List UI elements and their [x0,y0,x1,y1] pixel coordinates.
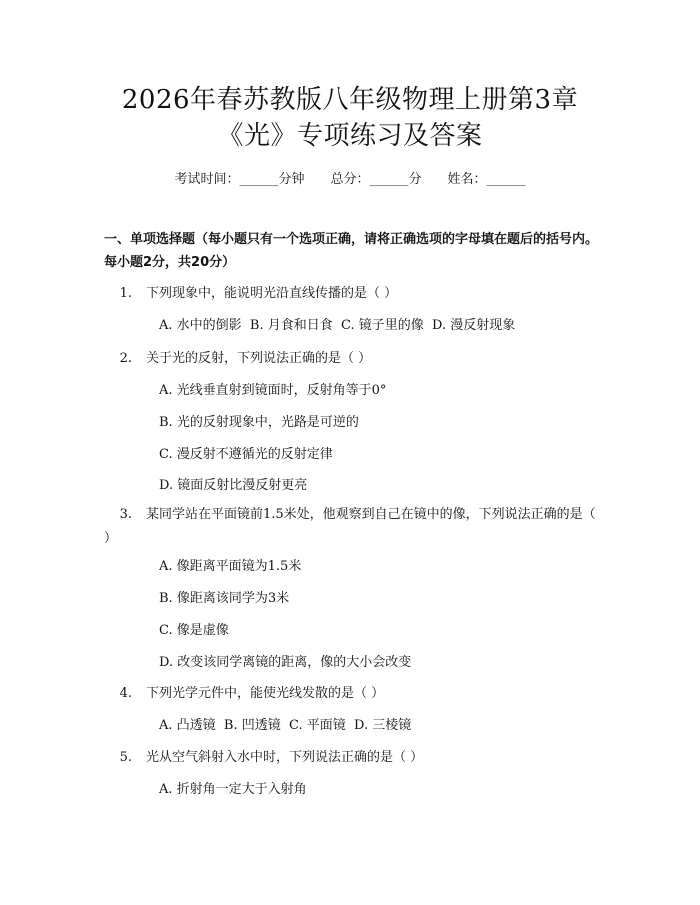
question-text: 下列现象中，能说明光沿直线传播的是（ ） [146,286,398,301]
question-number: 3. [119,507,132,522]
question-text: 关于光的反射，下列说法正确的是（ ） [146,351,372,366]
question-4 [104,682,604,706]
option-b: B. 光的反射现象中，光路是可逆的 [159,415,359,430]
question-5 [104,746,604,770]
question-1 [104,282,604,306]
option-b: B. 像距离该同学为3米 [159,591,290,606]
option-a: A. 像距离平面镜为1.5米 [159,559,302,574]
question-number: 5. [119,750,132,765]
question-3 [104,503,604,551]
question-4-options: A. 凸透镜 B. 凹透镜 C. 平面镜 D. 三棱镜 [159,718,412,733]
question-number: 1. [119,286,132,301]
section-heading: 一、单项选择题（每小题只有一个选项正确，请将正确选项的字母填在题后的括号内。每小题2分，共20分） [104,232,599,270]
question-number: 2. [119,351,132,366]
option-d: D. 改变该同学离镜的距离，像的大小会改变 [159,655,412,670]
option-a: A. 光线垂直射到镜面时，反射角等于0° [159,383,387,398]
question-2 [104,347,604,371]
question-text: 光从空气斜射入水中时，下列说法正确的是（ ） [146,750,424,765]
option-c: C. 漫反射不遵循光的反射定律 [159,447,333,462]
question-1-options: A. 水中的倒影 B. 月食和日食 C. 镜子里的像 D. 漫反射现象 [159,318,516,333]
question-text: 下列光学元件中，能使光线发散的是（ ） [146,686,385,701]
option-c: C. 像是虚像 [159,623,229,638]
option-a: A. 折射角一定大于入射角 [159,782,307,797]
document-title-line1: 2026年春苏教版八年级物理上册第3章 [121,85,579,115]
question-number: 4. [119,686,132,701]
question-text: 某同学站在平面镜前1.5米处，他观察到自己在镜中的像，下列说法正确的是（ ） [104,507,596,546]
option-d: D. 镜面反射比漫反射更亮 [159,478,308,493]
exam-info-line: 考试时间：______分钟 总分：______分 姓名：______ [174,172,526,187]
document-title-line2: 《光》专项练习及答案 [217,121,483,151]
